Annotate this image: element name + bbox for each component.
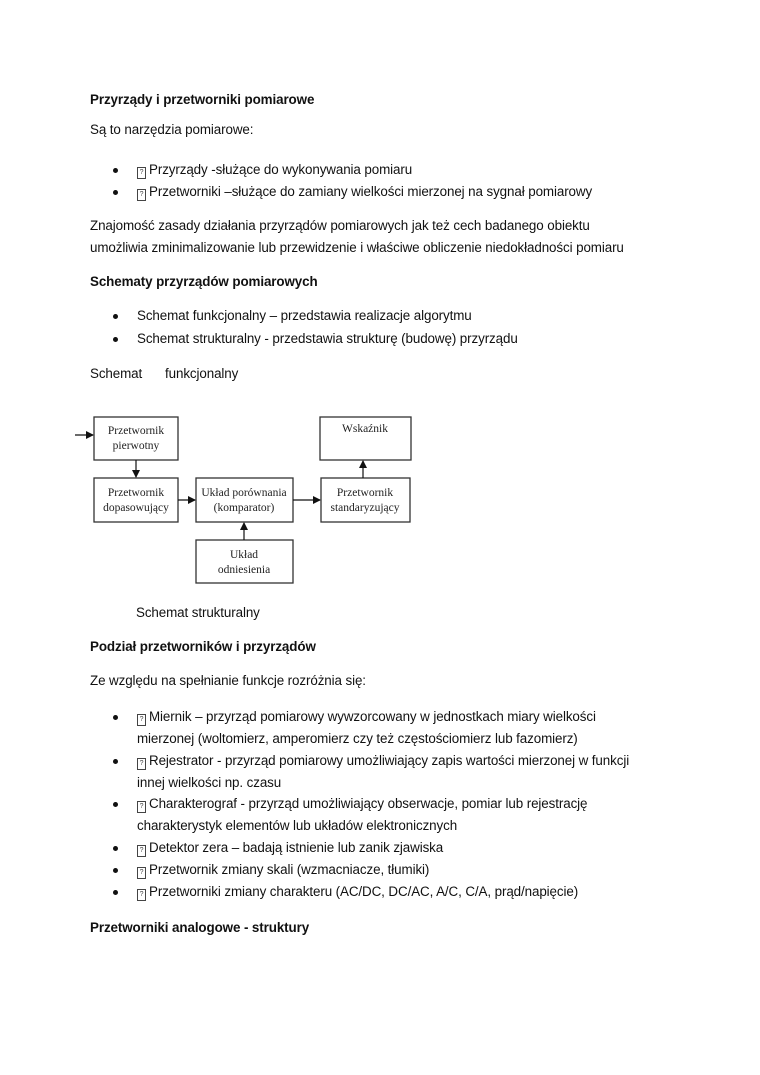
list-item-text: Przetworniki –służące do zamiany wielkości mierzonej na sygnał pomiarowy [149,184,593,199]
list-item [137,861,429,879]
list-item-text: Przetworniki zmiany charakteru (AC/DC, DC/AC, A/C, C/A, prąd/napięcie) [149,884,579,899]
block-label: Układ [229,549,259,561]
block-label: pierwotny [112,440,160,452]
diagram-caption: Schemat strukturalny [136,605,260,620]
block-label: Przetwornik [336,487,394,499]
list-item [137,839,443,857]
missing-glyph-icon: ? [137,189,146,201]
bullet-icon [113,890,118,895]
list-item-text: Rejestrator - przyrząd pomiarowy umożliwiający zapis wartości mierzonej w funkcji [149,753,630,768]
list-item-text: Przyrządy -służące do wykonywania pomiaru [149,162,413,177]
list-item-text: Charakterograf - przyrząd umożliwiający obserwacje, pomiar lub rejestrację [149,796,588,811]
heading-analog-transducers: Przetworniki analogowe - struktury [90,920,310,935]
list-item [137,883,578,901]
missing-glyph-icon: ? [137,167,146,179]
block-label: Układ porównania [201,487,287,499]
block-label: (komparator) [213,502,275,514]
missing-glyph-icon: ? [137,867,146,879]
list-item: Schemat funkcjonalny – przedstawia realizacje algorytmu [137,308,472,323]
list-item [137,795,587,813]
block-matching-transducer [94,478,178,522]
intro-text: Są to narzędzia pomiarowe: [90,122,254,137]
bullet-icon [113,715,118,720]
missing-glyph-icon: ? [137,889,146,901]
list-item-text: Miernik – przyrząd pomiarowy wywzorcowany w jednostkach miary wielkości [149,709,596,724]
bullet-icon [113,868,118,873]
heading-schemes: Schematy przyrządów pomiarowych [90,274,318,289]
missing-glyph-icon: ? [137,714,146,726]
block-label: dopasowujący [103,502,169,514]
list-item-text: Detektor zera – badają istnienie lub zanik zjawiska [149,840,444,855]
list-item-continuation: innej wielkości np. czasu [137,775,282,790]
missing-glyph-icon: ? [137,758,146,770]
heading-instruments: Przyrządy i przetworniki pomiarowe [90,92,315,107]
paragraph-line: Znajomość zasady działania przyrządów pomiarowych jak też cech badanego obiektu [90,218,590,233]
intro-text: Ze względu na spełnianie funkcje rozróżnia się: [90,673,366,688]
bullet-icon [113,759,118,764]
list-item: Schemat strukturalny - przedstawia strukturę (budowę) przyrządu [137,331,518,346]
caption-functional: Schemat [90,366,143,381]
block-primary-transducer [94,417,178,460]
list-item-text: Przetwornik zmiany skali (wzmacniacze, tłumiki) [149,862,430,877]
missing-glyph-icon: ? [137,801,146,813]
block-label: Wskaźnik [342,423,388,435]
block-standardizing-transducer [321,478,410,522]
block-label: Przetwornik [107,487,165,499]
paragraph-line: umożliwia zminimalizowanie lub przewidzenie i właściwe obliczenie niedokładności pomiaru [90,240,624,255]
list-item [137,708,596,726]
block-label: odniesienia [217,564,271,576]
block-reference [196,540,293,583]
missing-glyph-icon: ? [137,845,146,857]
list-item [137,752,629,770]
caption-functional-word: funkcjonalny [165,366,239,381]
list-item-continuation: charakterystyk elementów lub układów elektronicznych [137,818,458,833]
block-comparator [196,478,293,522]
block-label: standaryzujący [330,502,400,514]
bullet-icon [113,802,118,807]
block-label: Przetwornik [107,425,165,437]
heading-classification: Podział przetworników i przyrządów [90,639,316,654]
list-item-continuation: mierzonej (woltomierz, amperomierz czy też częstościomierz lub fazomierz) [137,731,578,746]
bullet-icon [113,846,118,851]
